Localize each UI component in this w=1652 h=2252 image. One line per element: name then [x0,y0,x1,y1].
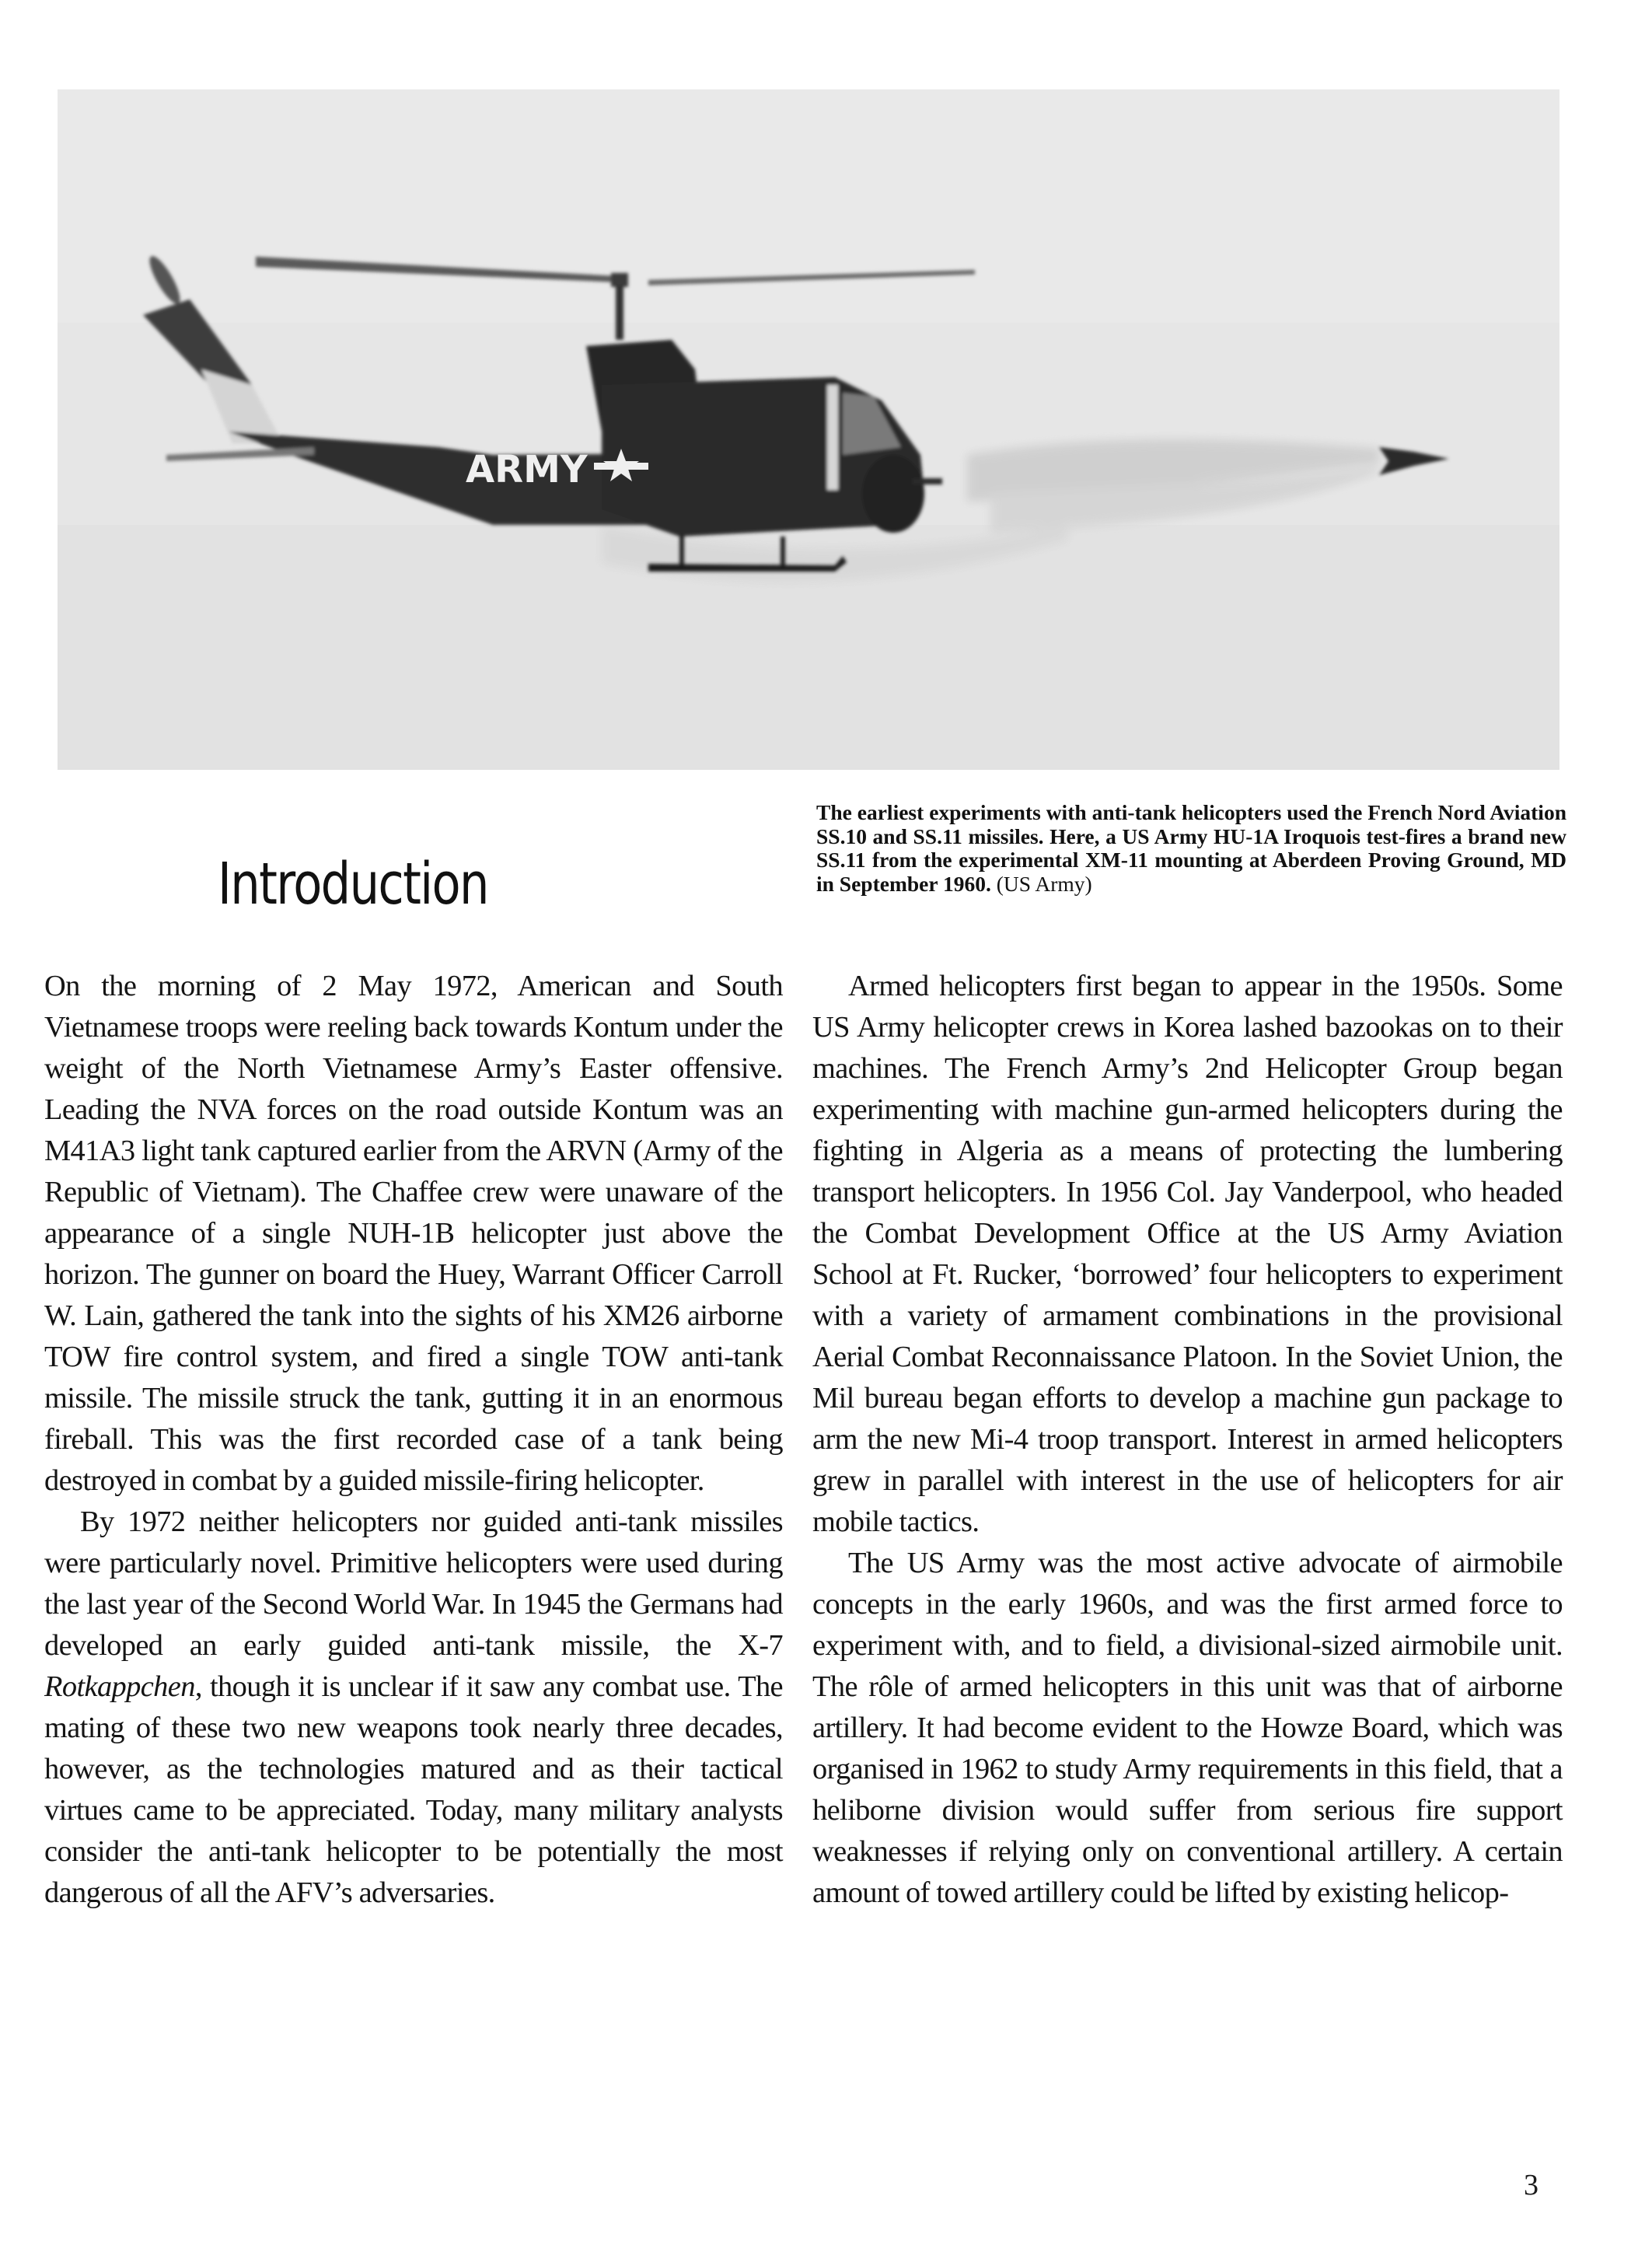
paragraph-text: By 1972 neither helicopters nor guided anti-tank missiles were particularly novel. Primitive helicopters were used during the last year of the Second World War. In 1945 the Germans had developed an early guided anti-tank missile, the X-7 [44,1505,783,1662]
body-column-left [44,966,783,1914]
paragraph: The US Army was the most active advocate of airmobile concepts in the early 1960s, and was the first armed force to experiment with, and to field, a divisional-sized airmobile unit. The rôle of armed helicopters in this unit was that of airborne artillery. It had become evident to the Howze Board, which was organised in 1962 to study Army requirements in this field, that a heliborne division would suffer from serious fire support weaknesses if relying only on conventional artillery. A certain amount of towed artillery could be lifted by existing helicop- [812,1547,1563,1909]
paragraph: Armed helicopters first began to appear in the 1950s. Some US Army helicopter crews in Korea lashed bazookas on to their machines. The French Army’s 2nd Helicopter Group began experimenting with machine gun-armed helicopters during the fighting in Algeria as a means of protecting the lumbering transport helicopters. In 1956 Col. Jay Vanderpool, who headed the Combat Development Office at the US Army Aviation School at Ft. Rucker, ‘borrowed’ four helicopters to experiment with a variety of armament combinations in the provisional Aerial Combat Reconnaissance Platoon. In the Soviet Union, the Mil bureau began efforts to develop a machine gun package to arm the new Mi-4 troop transport. Interest in armed helicopters grew in parallel with interest in the use of helicopters for air mobile tactics. [812,970,1563,1538]
page-number: 3 [1524,2169,1538,2201]
missile-name-italic: Rotkappchen [44,1670,195,1703]
body-column-right [812,966,1563,1914]
paragraph-text: , though it is unclear if it saw any combat use. The mating of these two new weapons took nearly three decades, however, as the technologies matured and as their tactical virtues came to be appreciated. Today, many military analysts consider the anti-tank helicopter to be potentially the most dangerous of all the AFV’s adversaries. [44,1670,783,1909]
paragraph [44,1502,783,1914]
caption-credit: (US Army) [996,871,1092,896]
photo-illustration [58,89,1559,770]
caption-text: The earliest experiments with anti-tank helicopters used the French Nord Aviation SS.10 and SS.11 missiles. Here, a US Army HU-1A Iroquois test-fires a brand new SS.11 from the experimental XM-11 mounting at Aberdeen Proving Ground, MD in September 1960. [816,800,1566,896]
paragraph: On the morning of 2 May 1972, American and South Vietnamese troops were reeling back towards Kontum under the weight of the North Vietnamese Army’s Easter offensive. Leading the NVA forces on the road outside Kontum was an M41A3 light tank captured earlier from the ARVN (Army of the Republic of Vietnam). The Chaffee crew were unaware of the appearance of a single NUH-1B helicopter just above the horizon. The gunner on board the Huey, Warrant Officer Carroll W. Lain, gathered the tank into the sights of his XM26 airborne TOW fire control system, and fired a single TOW anti-tank missile. The missile struck the tank, gutting it in an enormous fireball. This was the first recorded case of a tank being destroyed in combat by a guided missile-firing helicopter. [44,970,783,1497]
helicopter-photo [58,89,1559,770]
chapter-title: Introduction [218,851,488,918]
photo-caption [816,801,1566,896]
fuselage-marking: ARMY [466,448,588,491]
